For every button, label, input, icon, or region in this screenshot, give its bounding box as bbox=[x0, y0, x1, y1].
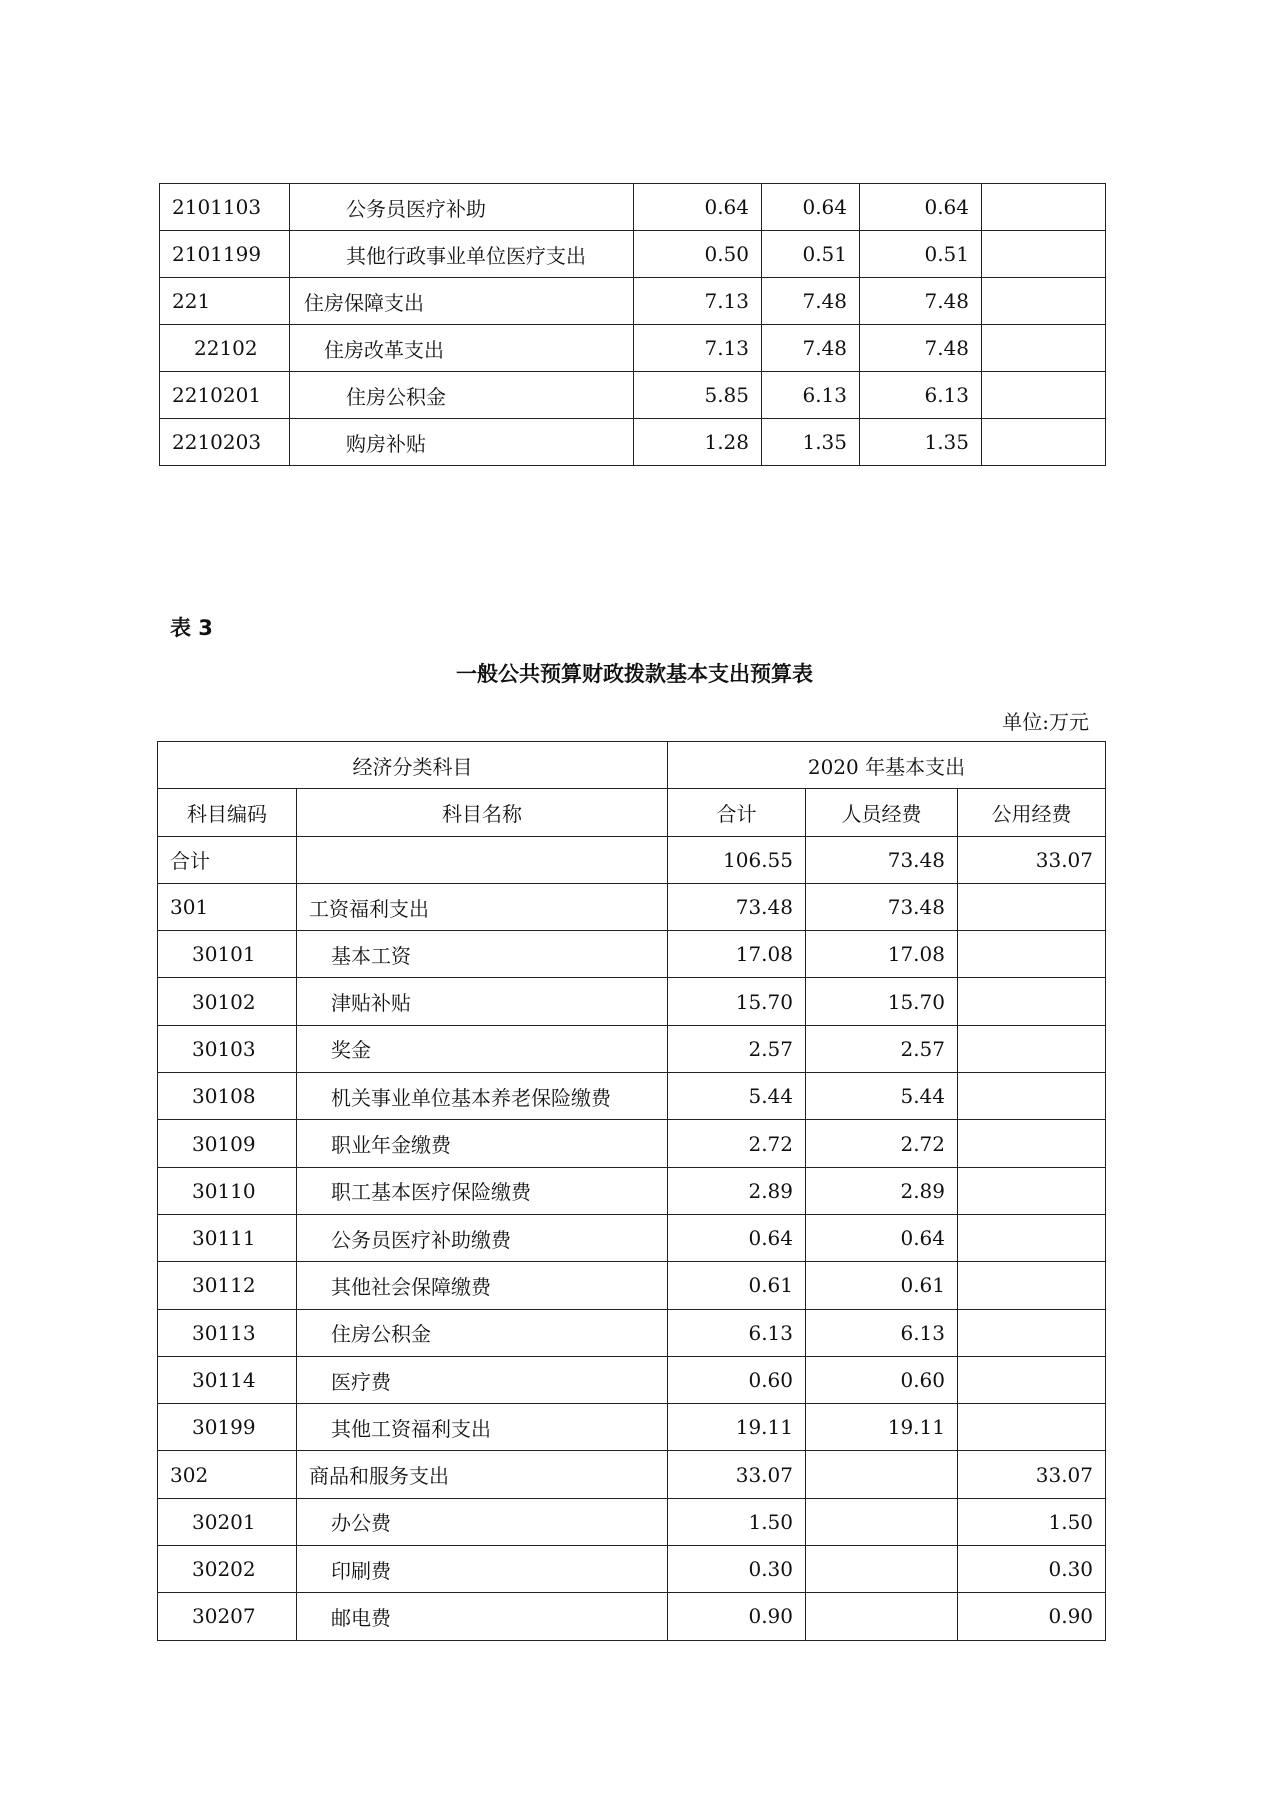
subject-code: 30111 bbox=[158, 1214, 297, 1261]
public-cell: 0.90 bbox=[958, 1593, 1106, 1640]
personnel-cell bbox=[806, 1451, 958, 1498]
subject-code: 221 bbox=[160, 278, 290, 325]
table-row bbox=[158, 1167, 1106, 1214]
table-row bbox=[160, 231, 1106, 278]
public-cell bbox=[958, 883, 1106, 930]
subject-name: 工资福利支出 bbox=[297, 883, 668, 930]
value-cell: 1.35 bbox=[860, 419, 982, 466]
table-label: 表 3 bbox=[170, 616, 213, 640]
subject-name: 职工基本医疗保险缴费 bbox=[297, 1167, 668, 1214]
subject-name: 其他工资福利支出 bbox=[297, 1404, 668, 1451]
subject-code: 30207 bbox=[158, 1593, 297, 1640]
value-cell: 0.50 bbox=[634, 231, 762, 278]
header-total: 合计 bbox=[668, 789, 806, 836]
subject-code: 2101199 bbox=[160, 231, 290, 278]
table-row bbox=[158, 883, 1106, 930]
value-cell: 7.48 bbox=[860, 325, 982, 372]
table-row bbox=[158, 1404, 1106, 1451]
personnel-cell bbox=[806, 1593, 958, 1640]
subject-name: 医疗费 bbox=[297, 1356, 668, 1403]
public-cell bbox=[958, 931, 1106, 978]
value-cell bbox=[982, 325, 1106, 372]
table-row bbox=[158, 1262, 1106, 1309]
subject-code: 2210203 bbox=[160, 419, 290, 466]
subject-code: 30108 bbox=[158, 1073, 297, 1120]
table-title: 一般公共预算财政拨款基本支出预算表 bbox=[456, 662, 813, 686]
total-cell: 73.48 bbox=[668, 883, 806, 930]
subject-code: 30201 bbox=[158, 1498, 297, 1545]
personnel-cell bbox=[806, 1498, 958, 1545]
header-subject-code: 科目编码 bbox=[158, 789, 297, 836]
subject-name: 办公费 bbox=[297, 1498, 668, 1545]
public-cell bbox=[958, 1167, 1106, 1214]
subject-name: 住房保障支出 bbox=[290, 278, 634, 325]
subject-name: 邮电费 bbox=[297, 1593, 668, 1640]
value-cell: 0.51 bbox=[860, 231, 982, 278]
value-cell: 1.35 bbox=[762, 419, 860, 466]
subject-name: 职业年金缴费 bbox=[297, 1120, 668, 1167]
subject-name: 奖金 bbox=[297, 1025, 668, 1072]
budget-table-continued bbox=[159, 183, 1106, 466]
subject-name bbox=[297, 836, 668, 883]
total-cell: 106.55 bbox=[668, 836, 806, 883]
header-subject-name: 科目名称 bbox=[297, 789, 668, 836]
basic-expenditure-table bbox=[157, 741, 1106, 1641]
subject-name: 机关事业单位基本养老保险缴费 bbox=[297, 1073, 668, 1120]
total-cell: 15.70 bbox=[668, 978, 806, 1025]
subject-code: 30110 bbox=[158, 1167, 297, 1214]
total-cell: 6.13 bbox=[668, 1309, 806, 1356]
table-row bbox=[158, 1073, 1106, 1120]
table-row bbox=[160, 419, 1106, 466]
table-row bbox=[160, 184, 1106, 231]
personnel-cell: 0.61 bbox=[806, 1262, 958, 1309]
value-cell: 7.13 bbox=[634, 325, 762, 372]
total-cell: 0.64 bbox=[668, 1214, 806, 1261]
public-cell bbox=[958, 1356, 1106, 1403]
table-row bbox=[158, 1451, 1106, 1498]
header-economic-class: 经济分类科目 bbox=[158, 742, 668, 789]
table-row bbox=[158, 1120, 1106, 1167]
subject-code: 30112 bbox=[158, 1262, 297, 1309]
personnel-cell: 73.48 bbox=[806, 883, 958, 930]
header-public: 公用经费 bbox=[958, 789, 1106, 836]
public-cell: 0.30 bbox=[958, 1546, 1106, 1593]
value-cell: 7.48 bbox=[860, 278, 982, 325]
subject-code: 30109 bbox=[158, 1120, 297, 1167]
subject-code: 合计 bbox=[158, 836, 297, 883]
subject-name: 津贴补贴 bbox=[297, 978, 668, 1025]
public-cell bbox=[958, 1262, 1106, 1309]
total-cell: 0.30 bbox=[668, 1546, 806, 1593]
unit-label: 单位:万元 bbox=[1002, 710, 1089, 734]
table-row bbox=[158, 1593, 1106, 1640]
public-cell bbox=[958, 1309, 1106, 1356]
subject-code: 30113 bbox=[158, 1309, 297, 1356]
value-cell bbox=[982, 372, 1106, 419]
subject-code: 30102 bbox=[158, 978, 297, 1025]
subject-code: 302 bbox=[158, 1451, 297, 1498]
table-row bbox=[158, 836, 1106, 883]
total-cell: 19.11 bbox=[668, 1404, 806, 1451]
subject-name: 印刷费 bbox=[297, 1546, 668, 1593]
value-cell bbox=[982, 231, 1106, 278]
value-cell bbox=[982, 419, 1106, 466]
subject-name: 公务员医疗补助缴费 bbox=[297, 1214, 668, 1261]
personnel-cell: 5.44 bbox=[806, 1073, 958, 1120]
header-basic-expenditure: 2020 年基本支出 bbox=[668, 742, 1106, 789]
table-row bbox=[158, 1309, 1106, 1356]
subject-code: 30101 bbox=[158, 931, 297, 978]
public-cell: 33.07 bbox=[958, 1451, 1106, 1498]
value-cell: 0.64 bbox=[634, 184, 762, 231]
header-row bbox=[158, 789, 1106, 836]
total-cell: 2.89 bbox=[668, 1167, 806, 1214]
public-cell bbox=[958, 978, 1106, 1025]
total-cell: 1.50 bbox=[668, 1498, 806, 1545]
table-row bbox=[158, 1498, 1106, 1545]
subject-name: 基本工资 bbox=[297, 931, 668, 978]
total-cell: 0.61 bbox=[668, 1262, 806, 1309]
personnel-cell: 0.64 bbox=[806, 1214, 958, 1261]
table-row bbox=[160, 278, 1106, 325]
subject-name: 其他行政事业单位医疗支出 bbox=[290, 231, 634, 278]
table-row bbox=[158, 1356, 1106, 1403]
personnel-cell: 2.57 bbox=[806, 1025, 958, 1072]
value-cell bbox=[982, 184, 1106, 231]
personnel-cell: 6.13 bbox=[806, 1309, 958, 1356]
table-row bbox=[158, 1025, 1106, 1072]
personnel-cell: 17.08 bbox=[806, 931, 958, 978]
subject-code: 30103 bbox=[158, 1025, 297, 1072]
header-personnel: 人员经费 bbox=[806, 789, 958, 836]
value-cell: 7.48 bbox=[762, 325, 860, 372]
public-cell: 1.50 bbox=[958, 1498, 1106, 1545]
subject-name: 其他社会保障缴费 bbox=[297, 1262, 668, 1309]
value-cell: 0.64 bbox=[860, 184, 982, 231]
value-cell: 7.13 bbox=[634, 278, 762, 325]
public-cell bbox=[958, 1214, 1106, 1261]
personnel-cell: 15.70 bbox=[806, 978, 958, 1025]
total-cell: 2.57 bbox=[668, 1025, 806, 1072]
total-cell: 0.60 bbox=[668, 1356, 806, 1403]
subject-code: 2101103 bbox=[160, 184, 290, 231]
subject-code: 30202 bbox=[158, 1546, 297, 1593]
public-cell: 33.07 bbox=[958, 836, 1106, 883]
public-cell bbox=[958, 1025, 1106, 1072]
subject-code: 30114 bbox=[158, 1356, 297, 1403]
personnel-cell bbox=[806, 1546, 958, 1593]
subject-name: 住房公积金 bbox=[290, 372, 634, 419]
table-row bbox=[158, 1214, 1106, 1261]
public-cell bbox=[958, 1120, 1106, 1167]
value-cell: 6.13 bbox=[860, 372, 982, 419]
table-row bbox=[160, 325, 1106, 372]
subject-name: 公务员医疗补助 bbox=[290, 184, 634, 231]
value-cell: 1.28 bbox=[634, 419, 762, 466]
header-group-row bbox=[158, 742, 1106, 789]
table-row bbox=[160, 372, 1106, 419]
value-cell: 5.85 bbox=[634, 372, 762, 419]
total-cell: 33.07 bbox=[668, 1451, 806, 1498]
public-cell bbox=[958, 1404, 1106, 1451]
table-row bbox=[158, 978, 1106, 1025]
value-cell: 6.13 bbox=[762, 372, 860, 419]
subject-code: 2210201 bbox=[160, 372, 290, 419]
public-cell bbox=[958, 1073, 1106, 1120]
table-row bbox=[158, 1546, 1106, 1593]
personnel-cell: 2.89 bbox=[806, 1167, 958, 1214]
subject-code: 301 bbox=[158, 883, 297, 930]
value-cell: 0.51 bbox=[762, 231, 860, 278]
subject-name: 住房改革支出 bbox=[290, 325, 634, 372]
total-cell: 17.08 bbox=[668, 931, 806, 978]
subject-code: 22102 bbox=[160, 325, 290, 372]
total-cell: 2.72 bbox=[668, 1120, 806, 1167]
subject-name: 住房公积金 bbox=[297, 1309, 668, 1356]
total-cell: 5.44 bbox=[668, 1073, 806, 1120]
personnel-cell: 19.11 bbox=[806, 1404, 958, 1451]
subject-code: 30199 bbox=[158, 1404, 297, 1451]
value-cell bbox=[982, 278, 1106, 325]
value-cell: 7.48 bbox=[762, 278, 860, 325]
personnel-cell: 2.72 bbox=[806, 1120, 958, 1167]
subject-name: 购房补贴 bbox=[290, 419, 634, 466]
personnel-cell: 73.48 bbox=[806, 836, 958, 883]
subject-name: 商品和服务支出 bbox=[297, 1451, 668, 1498]
total-cell: 0.90 bbox=[668, 1593, 806, 1640]
table-row bbox=[158, 931, 1106, 978]
value-cell: 0.64 bbox=[762, 184, 860, 231]
personnel-cell: 0.60 bbox=[806, 1356, 958, 1403]
